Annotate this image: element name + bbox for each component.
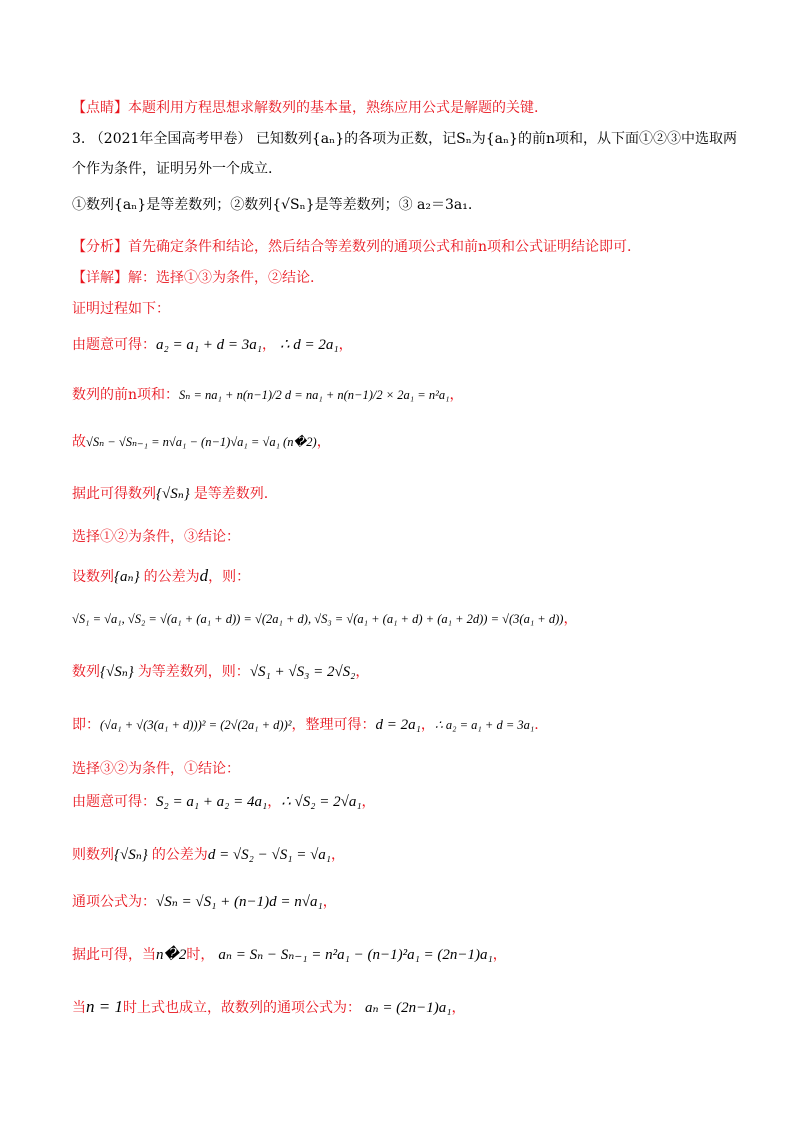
formula: n = 1	[86, 997, 123, 1016]
formula: ∴ √S₂ = 2√a₁	[281, 794, 362, 810]
comma: ，	[420, 717, 435, 733]
formula: d = 2a₁	[375, 717, 421, 733]
comma: ，	[563, 611, 578, 627]
label: 据此可得，当	[72, 947, 156, 963]
label: 的公差为	[143, 569, 200, 585]
analysis-paragraph: 【分析】首先确定条件和结论，然后结合等差数列的通项公式和前n项和公式证明结论即可.	[72, 239, 632, 255]
case-3-line-5	[72, 997, 466, 1018]
problem-statement-line-2: 个作为条件，证明另外一个成立.	[72, 161, 273, 177]
formula: {aₙ}	[114, 569, 140, 585]
label: 通项公式为：	[72, 894, 156, 910]
case-2-heading: 选择①②为条件，③结论：	[72, 529, 240, 545]
formula: d = √S₂ − √S₁ = √a₁	[207, 847, 332, 863]
label: ，整理可得：	[291, 717, 376, 733]
formula: S₂ = a₁ + a₂ = 4a₁	[156, 794, 268, 810]
comma: ，	[322, 894, 337, 910]
label: 为等差数列，则：	[137, 664, 250, 680]
label: 时，	[186, 947, 215, 963]
formula: (√a₁ + √(3(a₁ + d)))² = (2√(2a₁ + d))²	[100, 718, 292, 732]
label: 的公差为	[151, 847, 208, 863]
formula: {√Sₙ}	[114, 847, 148, 863]
proof-line-3	[72, 432, 331, 452]
period: .	[534, 717, 539, 733]
comma: ，	[331, 847, 346, 863]
proof-intro: 证明过程如下：	[72, 301, 170, 317]
highlight-note: 【点睛】本题利用方程思想求解数列的基本量，熟练应用公式是解题的关键.	[72, 100, 539, 116]
formula: ∴ d = 2a₁	[280, 337, 339, 353]
formula: d	[199, 566, 209, 585]
comma: ，	[492, 947, 507, 963]
label: 当	[72, 1000, 86, 1016]
comma: ，	[361, 794, 376, 810]
comma: ，	[267, 794, 282, 810]
case-2-line-4	[72, 715, 539, 735]
case-2-line-3	[72, 662, 369, 682]
formula: a₂ = a₁ + d = 3a₁	[156, 337, 263, 353]
case-3-line-1	[72, 792, 376, 812]
formula: √Sₙ − √Sₙ₋₁ = n√a₁ − (n−1)√a₁ = √a₁ (n�2)	[86, 435, 317, 449]
proof-line-2	[72, 385, 463, 405]
label: 则数列	[72, 847, 114, 863]
label: 数列的前n项和：	[72, 387, 180, 403]
label: ，则：	[208, 569, 251, 585]
comma: ，	[316, 434, 331, 450]
comma: ，	[262, 337, 277, 353]
proof-line-1	[72, 335, 353, 355]
label: 是等差数列.	[193, 486, 269, 502]
formula: √S₁ + √S₃ = 2√S₂	[249, 664, 356, 680]
proof-line-4	[72, 484, 268, 504]
label: 由题意可得：	[72, 794, 156, 810]
formula: aₙ = (2n−1)a₁	[364, 1000, 452, 1016]
problem-statement-line-1: 3. （2021年全国高考甲卷） 已知数列{aₙ}的各项为正数，记Sₙ为{aₙ}的前n项和，从下面①②③中选取两	[72, 131, 737, 147]
comma: ，	[355, 664, 370, 680]
label: 时上式也成立，故数列的通项公式为：	[122, 1000, 361, 1016]
case-3-line-4	[72, 945, 507, 965]
label: 由题意可得：	[72, 337, 156, 353]
label: 据此可得数列	[72, 486, 156, 502]
case-3-heading: 选择③②为条件，①结论：	[72, 761, 240, 777]
formula: ∴ a₂ = a₁ + d = 3a₁	[434, 718, 535, 732]
formula: {√Sₙ}	[100, 664, 134, 680]
label: 数列	[72, 664, 100, 680]
comma: ，	[451, 1000, 466, 1016]
problem-conditions: ①数列{aₙ}是等差数列；②数列{√Sₙ}是等差数列；③ a₂＝3a₁.	[72, 197, 473, 213]
formula: √Sₙ = √S₁ + (n−1)d = n√a₁	[156, 894, 323, 910]
label: 即：	[72, 717, 100, 733]
comma: ，	[449, 387, 464, 403]
formula: √S₁ = √a₁, √S₂ = √(a₁ + (a₁ + d)) = √(2a₁ + d), √S₃ = √(a₁ + (a₁ + d) + (a₁ + 2d)) = √(3(a₁ + d))	[72, 612, 564, 626]
label: 故	[72, 434, 86, 450]
case-3-line-2	[72, 845, 345, 865]
formula: {√Sₙ}	[156, 486, 190, 502]
formula: Sₙ = na₁ + n(n−1)/2 d = na₁ + n(n−1)/2 × 2a₁ = n²a₁	[179, 388, 450, 402]
case-2-line-2	[72, 609, 577, 629]
solution-heading: 【详解】解：选择①③为条件，②结论.	[72, 270, 315, 286]
formula: n�2	[156, 947, 187, 963]
comma: ，	[338, 337, 353, 353]
case-2-line-1	[72, 566, 250, 587]
formula: aₙ = Sₙ − Sₙ₋₁ = n²a₁ − (n−1)²a₁ = (2n−1)a₁	[218, 947, 493, 963]
case-3-line-3	[72, 892, 337, 912]
label: 设数列	[72, 569, 114, 585]
